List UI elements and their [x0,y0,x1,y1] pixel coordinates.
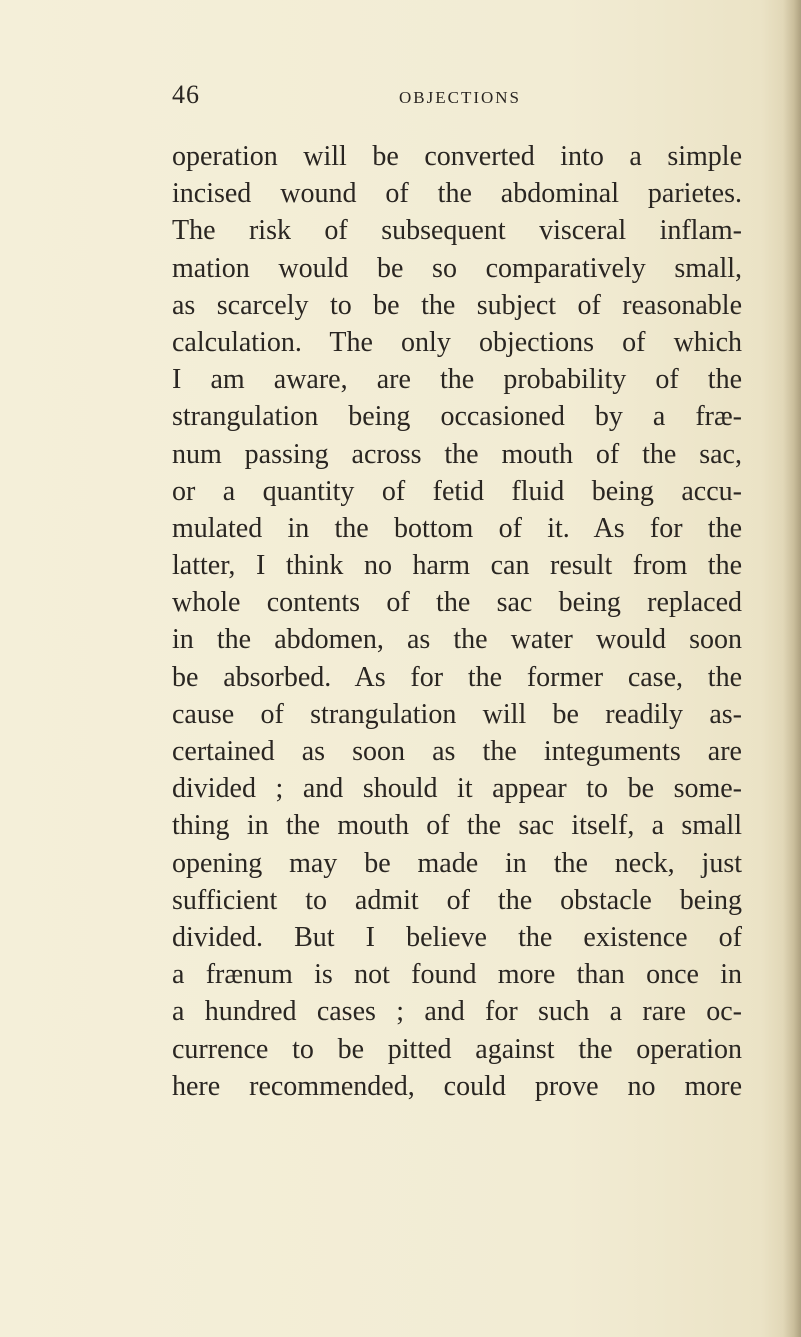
text-line: here recommended, could prove no more [172,1070,742,1102]
text-line: cause of strangulation will be readily as- [172,698,742,730]
text-line: divided. But I believe the existence of [172,921,742,953]
text-line: be absorbed. As for the former case, the [172,661,742,693]
text-line: currence to be pitted against the operation [172,1033,742,1065]
text-line: latter, I think no harm can result from the [172,550,742,582]
text-line: opening may be made in the neck, just [172,847,742,879]
page-number: 46 [172,80,200,109]
text-line: in the abdomen, as the water would soon [172,624,742,656]
text-line: mulated in the bottom of it. As for the [172,512,742,544]
text-line: incised wound of the abdominal parietes. [172,178,742,210]
text-line: a hundred cases ; and for such a rare oc- [172,996,742,1028]
text-line: I am aware, are the probability of the [172,364,742,396]
text-line: as scarcely to be the subject of reasonable [172,289,742,321]
page-edge-shadow [783,0,801,1337]
text-line: divided ; and should it appear to be some- [172,773,742,805]
text-line: strangulation being occasioned by a fræ- [172,401,742,433]
text-line: sufficient to admit of the obstacle being [172,884,742,916]
page-header [0,80,801,120]
text-line: mation would be so comparatively small, [172,252,742,284]
text-line: or a quantity of fetid fluid being accu- [172,475,742,507]
text-line: certained as soon as the integuments are [172,736,742,767]
text-line: calculation. The only objections of which [172,326,742,358]
running-head: OBJECTIONS [399,88,522,107]
text-line: a frænum is not found more than once in [172,959,742,991]
text-line: The risk of subsequent visceral inflam- [172,215,742,247]
text-line: whole contents of the sac being replaced [172,587,742,619]
text-line: thing in the mouth of the sac itself, a small [172,810,742,842]
body-text [172,138,742,1105]
text-line: operation will be converted into a simple [172,141,742,172]
text-line: num passing across the mouth of the sac, [172,438,742,470]
